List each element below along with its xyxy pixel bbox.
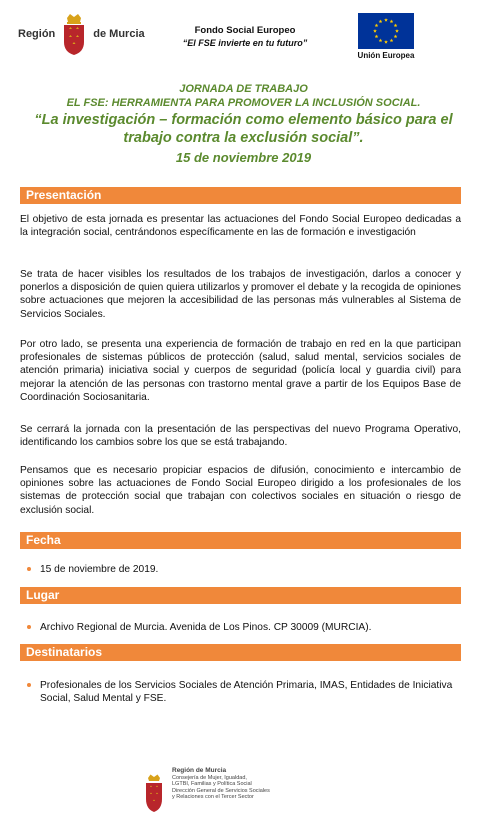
footer-direccion-2: y Relaciones con el Tercer Sector xyxy=(172,794,254,801)
event-type-heading: JORNADA DE TRABAJO xyxy=(179,83,308,95)
paragraph-resultados: Se trata de hacer visibles los resultados de los trabajos de investigación, darlos a conocer y ponerlos a disposición de quien quiera utilizarlos y promover el debate y la recogida de opiniones sobre actuaciones que mejoren la accesibilidad de las personas más vulnerables al Sistema de Servicios Sociales. xyxy=(20,269,461,320)
list-item-lugar xyxy=(40,621,461,634)
footer-text xyxy=(172,768,322,801)
list-item-fecha xyxy=(40,563,461,576)
paragraph-cierre: Se cerrará la jornada con la presentación de las perspectivas del nuevo Programa Operativo, identificando los cambios sobre los que se está trabajando. xyxy=(20,424,461,449)
section-header-presentacion: Presentación xyxy=(20,187,461,204)
title-block xyxy=(0,82,487,166)
fecha-value: 15 de noviembre de 2019. xyxy=(40,564,159,575)
footer-region: Región de Murcia xyxy=(172,767,227,774)
section-header-destinatarios: Destinatarios xyxy=(20,644,461,661)
region-name-left: Región xyxy=(18,28,56,40)
murcia-coat-of-arms-icon xyxy=(144,773,164,813)
section-header-fecha: Fecha xyxy=(20,532,461,549)
event-date-heading: 15 de noviembre 2019 xyxy=(175,150,312,165)
footer-consejeria-2: LGTBI, Familias y Política Social xyxy=(172,781,252,788)
lugar-value: Archivo Regional de Murcia. Avenida de Los Pinos. CP 30009 (MURCIA). xyxy=(40,622,372,633)
fse-block xyxy=(170,25,320,48)
region-de-murcia-logo xyxy=(18,12,145,56)
paragraph-difusion: Pensamos que es necesario propiciar espacios de difusión, conocimiento e intercambio de opiniones sobre las actuaciones de Fondo Social Europeo dirigido a los profesionales de los sistemas de protección social que trabajan con colectivos sociales en situación o riesgo de exclusión social. xyxy=(20,465,461,516)
paragraph-experiencia: Por otro lado, se presenta una experiencia de formación de trabajo en red en la que participan profesionales de sistemas públicos de protección (salud, salud mental, servicios sociales de atención primaria) iniciativa social y cuerpos de seguridad (policía local y guardia civil) para mejorar la atención de las personas con trastorno mental grave a partir de los Equipos Base de Coordinación Sociosanitaria. xyxy=(20,339,461,403)
destinatarios-value: Profesionales de los Servicios Sociales de Atención Primaria, IMAS, Entidades de Iniciativa Social, Salud Mental y FSE. xyxy=(40,680,453,705)
paragraph-objetivo: El objetivo de esta jornada es presentar las actuaciones del Fondo Social Europeo dedicadas a la integración social, centrándonos específicamente en las de formación e investigación xyxy=(20,214,461,239)
murcia-coat-of-arms-icon xyxy=(61,12,87,56)
fse-slogan: “El FSE invierte en tu futuro” xyxy=(182,38,308,48)
fse-title: Fondo Social Europeo xyxy=(194,25,296,36)
footer-direccion-1: Dirección General de Servicios Sociales xyxy=(172,787,270,794)
header xyxy=(0,0,487,80)
bullet-dot-icon xyxy=(27,683,31,687)
bullet-dot-icon xyxy=(27,625,31,629)
event-subtitle-line-1: “La investigación – formación como elemento básico para el xyxy=(34,112,453,128)
region-name-right: de Murcia xyxy=(93,28,145,40)
eu-logo xyxy=(356,13,416,60)
eu-flag-icon xyxy=(358,13,414,49)
list-item-destinatarios xyxy=(40,679,461,705)
event-subtitle-line-2: trabajo contra la exclusión social”. xyxy=(123,130,364,146)
footer-consejeria-1: Consejería de Mujer, Igualdad, xyxy=(172,774,247,781)
eu-label: Unión Europea xyxy=(357,51,415,60)
bullet-dot-icon xyxy=(27,567,31,571)
event-theme-heading: EL FSE: HERRAMIENTA PARA PROMOVER LA INCLUSIÓN SOCIAL. xyxy=(66,97,421,109)
section-header-lugar: Lugar xyxy=(20,587,461,604)
